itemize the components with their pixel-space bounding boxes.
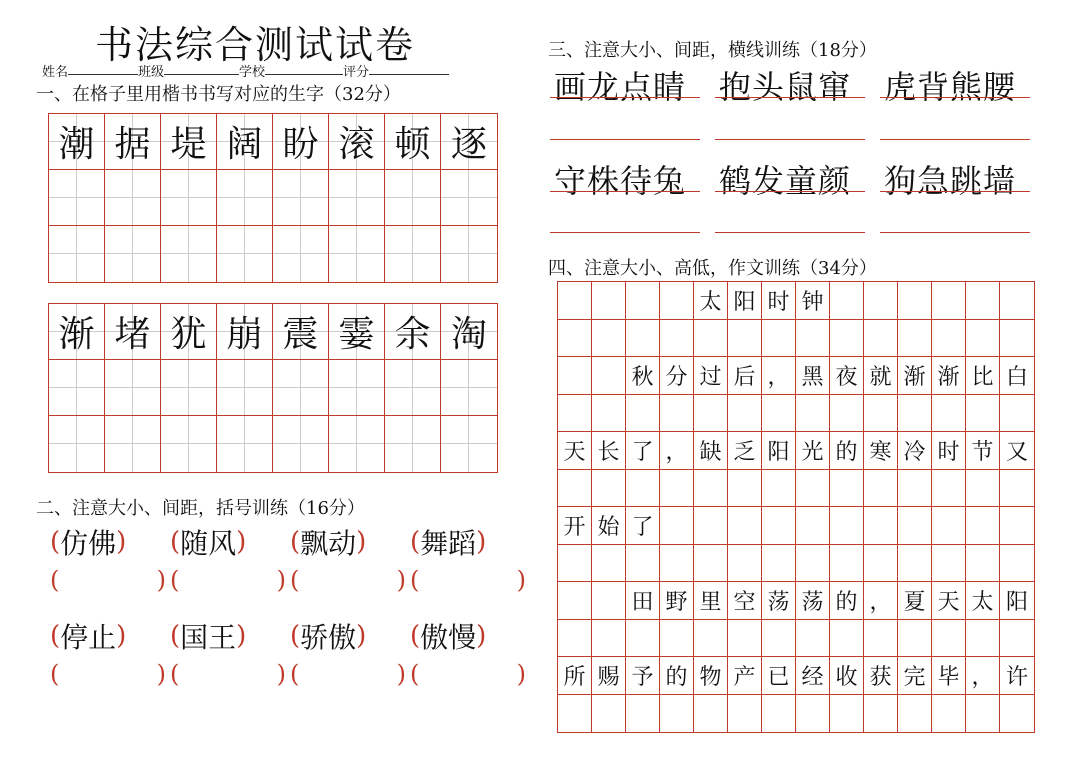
writing-cell[interactable] (49, 170, 105, 226)
essay-char: 乏 (728, 432, 762, 470)
page-title: 书法综合测试试卷 (95, 23, 416, 67)
essay-char: 秋 (626, 357, 660, 395)
essay-cell[interactable] (592, 320, 626, 358)
char-cell: 犹 (161, 304, 217, 360)
essay-cell[interactable] (830, 320, 864, 358)
essay-cell[interactable] (830, 545, 864, 583)
essay-char: 里 (694, 582, 728, 620)
bracket-blank-row (50, 660, 530, 688)
char-grid-1 (48, 113, 498, 283)
writing-line[interactable] (715, 139, 865, 140)
writing-cell[interactable] (385, 416, 441, 472)
essay-cell[interactable] (558, 620, 592, 658)
class-field[interactable] (164, 61, 239, 75)
essay-char: 阳 (728, 282, 762, 320)
essay-cell[interactable] (762, 395, 796, 433)
name-label: 姓名 (42, 65, 69, 80)
essay-cell[interactable] (796, 320, 830, 358)
essay-cell[interactable] (796, 695, 830, 733)
bracket-word-text: 随风 (180, 527, 237, 560)
class-label: 班级 (138, 65, 165, 80)
essay-char: 野 (660, 582, 694, 620)
essay-cell[interactable] (830, 282, 864, 320)
essay-cell[interactable] (626, 282, 660, 320)
score-label: 评分 (343, 65, 370, 80)
writing-cell[interactable] (161, 360, 217, 416)
writing-line[interactable] (550, 97, 700, 98)
idiom-text: 抱头鼠窜 (719, 68, 852, 106)
essay-cell[interactable] (1000, 282, 1034, 320)
char-cell: 霎 (329, 304, 385, 360)
essay-cell[interactable] (728, 507, 762, 545)
essay-char: 冷 (898, 432, 932, 470)
writing-line[interactable] (715, 191, 865, 192)
idiom-text: 虎背熊腰 (884, 68, 1017, 106)
close-paren: ) (116, 527, 127, 557)
essay-char: 时 (932, 432, 966, 470)
char-cell: 渐 (49, 304, 105, 360)
char-cell: 淘 (441, 304, 497, 360)
essay-char: 缺 (694, 432, 728, 470)
essay-cell[interactable] (796, 470, 830, 508)
essay-char: ， (660, 432, 694, 470)
bracket-word (290, 616, 410, 656)
essay-cell[interactable] (864, 620, 898, 658)
blank-bracket[interactable]: ( ) (290, 660, 406, 688)
essay-char: 太 (694, 282, 728, 320)
essay-char: ， (966, 657, 1000, 695)
essay-cell[interactable] (864, 320, 898, 358)
bracket-word (410, 522, 530, 562)
school-label: 学校 (239, 65, 266, 80)
essay-cell[interactable] (660, 282, 694, 320)
bracket-word-text: 傲慢 (420, 621, 477, 654)
essay-cell[interactable] (592, 357, 626, 395)
close-paren: ) (236, 527, 247, 557)
bracket-word-row (50, 522, 530, 562)
essay-cell[interactable] (864, 395, 898, 433)
writing-cell[interactable] (385, 360, 441, 416)
char-cell: 潮 (49, 114, 105, 170)
essay-cell[interactable] (558, 470, 592, 508)
essay-cell[interactable] (762, 545, 796, 583)
writing-cell[interactable] (161, 416, 217, 472)
writing-cell[interactable] (385, 170, 441, 226)
writing-line[interactable] (880, 97, 1030, 98)
essay-cell[interactable] (898, 507, 932, 545)
bracket-word-text: 骄傲 (300, 621, 357, 654)
essay-cell[interactable] (966, 507, 1000, 545)
essay-cell[interactable] (796, 395, 830, 433)
essay-char: 渐 (898, 357, 932, 395)
essay-cell[interactable] (728, 395, 762, 433)
essay-cell[interactable] (626, 620, 660, 658)
bracket-word (290, 522, 410, 562)
writing-cell[interactable] (441, 416, 497, 472)
open-paren: ( (410, 621, 421, 651)
essay-cell[interactable] (864, 545, 898, 583)
essay-char: 比 (966, 357, 1000, 395)
writing-cell[interactable] (385, 226, 441, 282)
essay-char: 就 (864, 357, 898, 395)
writing-cell[interactable] (105, 170, 161, 226)
essay-cell[interactable] (796, 545, 830, 583)
essay-char: 收 (830, 657, 864, 695)
essay-char: 荡 (796, 582, 830, 620)
char-cell: 崩 (217, 304, 273, 360)
essay-char: 钟 (796, 282, 830, 320)
essay-cell[interactable] (592, 395, 626, 433)
essay-char: 夏 (898, 582, 932, 620)
open-paren: ( (50, 527, 61, 557)
essay-cell[interactable] (932, 320, 966, 358)
open-paren: ( (410, 527, 421, 557)
blank-bracket[interactable]: ( ) (50, 660, 166, 688)
essay-char: 的 (830, 432, 864, 470)
essay-cell[interactable] (626, 395, 660, 433)
char-cell: 堵 (105, 304, 161, 360)
writing-line[interactable] (550, 139, 700, 140)
essay-char: 黑 (796, 357, 830, 395)
blank-bracket[interactable]: ( ) (410, 566, 526, 594)
bracket-word (50, 522, 170, 562)
essay-cell[interactable] (592, 620, 626, 658)
essay-char: 产 (728, 657, 762, 695)
essay-cell[interactable] (966, 695, 1000, 733)
essay-char: 又 (1000, 432, 1034, 470)
essay-char: 时 (762, 282, 796, 320)
blank-bracket[interactable]: ( ) (170, 660, 286, 688)
essay-char: 开 (558, 507, 592, 545)
essay-char: 长 (592, 432, 626, 470)
essay-cell[interactable] (966, 320, 1000, 358)
char-cell: 据 (105, 114, 161, 170)
essay-cell[interactable] (796, 620, 830, 658)
section4-heading: 四、注意大小、高低，作文训练（34分） (548, 258, 877, 279)
essay-cell[interactable] (694, 470, 728, 508)
writing-cell[interactable] (161, 170, 217, 226)
open-paren: ( (50, 621, 61, 651)
essay-cell[interactable] (932, 620, 966, 658)
section1-heading: 一、在格子里用楷书书写对应的生字（32分） (36, 84, 401, 105)
essay-char: 阳 (762, 432, 796, 470)
essay-char: 予 (626, 657, 660, 695)
essay-cell[interactable] (558, 320, 592, 358)
essay-char: 物 (694, 657, 728, 695)
essay-cell[interactable] (1000, 695, 1034, 733)
idiom-text: 守株待兔 (554, 162, 687, 200)
writing-cell[interactable] (441, 226, 497, 282)
writing-line[interactable] (715, 232, 865, 233)
essay-char: 天 (932, 582, 966, 620)
char-cell: 盼 (273, 114, 329, 170)
writing-line[interactable] (880, 232, 1030, 233)
essay-cell[interactable] (1000, 395, 1034, 433)
essay-char: 田 (626, 582, 660, 620)
essay-char: 毕 (932, 657, 966, 695)
char-cell: 震 (273, 304, 329, 360)
essay-cell[interactable] (932, 470, 966, 508)
essay-cell[interactable] (762, 320, 796, 358)
essay-cell[interactable] (660, 507, 694, 545)
essay-char: ， (864, 582, 898, 620)
score-field[interactable] (369, 61, 449, 75)
essay-char: 荡 (762, 582, 796, 620)
bracket-word-text: 舞蹈 (420, 527, 477, 560)
essay-char: 渐 (932, 357, 966, 395)
essay-char: 的 (830, 582, 864, 620)
essay-char: 空 (728, 582, 762, 620)
essay-cell[interactable] (864, 282, 898, 320)
char-cell: 余 (385, 304, 441, 360)
essay-cell[interactable] (694, 395, 728, 433)
essay-cell[interactable] (694, 507, 728, 545)
blank-bracket[interactable]: ( ) (410, 660, 526, 688)
section2-heading: 二、注意大小、间距，括号训练（16分） (36, 498, 365, 519)
writing-line[interactable] (550, 191, 700, 192)
open-paren: ( (170, 527, 181, 557)
essay-cell[interactable] (830, 695, 864, 733)
writing-cell[interactable] (329, 416, 385, 472)
essay-char: 获 (864, 657, 898, 695)
essay-cell[interactable] (660, 395, 694, 433)
char-cell: 滚 (329, 114, 385, 170)
essay-cell[interactable] (966, 470, 1000, 508)
essay-cell[interactable] (592, 282, 626, 320)
essay-cell[interactable] (592, 545, 626, 583)
essay-char: 许 (1000, 657, 1034, 695)
essay-cell[interactable] (796, 507, 830, 545)
bracket-word-text: 国王 (180, 621, 237, 654)
essay-cell[interactable] (932, 395, 966, 433)
essay-char: 所 (558, 657, 592, 695)
essay-cell[interactable] (558, 282, 592, 320)
close-paren: ) (236, 621, 247, 651)
char-cell: 堤 (161, 114, 217, 170)
writing-cell[interactable] (329, 360, 385, 416)
essay-cell[interactable] (1000, 507, 1034, 545)
essay-cell[interactable] (558, 695, 592, 733)
close-paren: ) (476, 621, 487, 651)
name-field[interactable] (68, 61, 138, 75)
essay-char: 白 (1000, 357, 1034, 395)
essay-cell[interactable] (762, 470, 796, 508)
essay-cell[interactable] (932, 695, 966, 733)
essay-char: 已 (762, 657, 796, 695)
writing-line[interactable] (880, 139, 1030, 140)
writing-cell[interactable] (273, 170, 329, 226)
char-cell: 逐 (441, 114, 497, 170)
blank-bracket[interactable]: ( ) (50, 566, 166, 594)
essay-cell[interactable] (864, 470, 898, 508)
essay-cell[interactable] (830, 395, 864, 433)
open-paren: ( (290, 527, 301, 557)
bracket-word-text: 飘动 (300, 527, 357, 560)
writing-cell[interactable] (217, 360, 273, 416)
essay-cell[interactable] (728, 695, 762, 733)
char-cell: 阔 (217, 114, 273, 170)
bracket-word (170, 616, 290, 656)
essay-cell[interactable] (728, 620, 762, 658)
writing-cell[interactable] (105, 416, 161, 472)
essay-cell[interactable] (1000, 470, 1034, 508)
essay-cell[interactable] (694, 620, 728, 658)
essay-cell[interactable] (762, 507, 796, 545)
blank-bracket[interactable]: ( ) (170, 566, 286, 594)
essay-cell[interactable] (660, 620, 694, 658)
essay-cell[interactable] (898, 470, 932, 508)
char-cell: 顿 (385, 114, 441, 170)
student-info (42, 61, 449, 80)
section3-heading: 三、注意大小、间距，横线训练（18分） (548, 40, 877, 61)
essay-cell[interactable] (966, 282, 1000, 320)
bracket-word-text: 仿佛 (60, 527, 117, 560)
writing-cell[interactable] (441, 360, 497, 416)
essay-cell[interactable] (694, 695, 728, 733)
essay-char: 始 (592, 507, 626, 545)
essay-cell[interactable] (626, 320, 660, 358)
essay-cell[interactable] (864, 507, 898, 545)
essay-grid (557, 281, 1035, 733)
close-paren: ) (356, 527, 367, 557)
writing-cell[interactable] (273, 416, 329, 472)
writing-cell[interactable] (105, 360, 161, 416)
essay-char: 了 (626, 507, 660, 545)
open-paren: ( (170, 621, 181, 651)
close-paren: ) (116, 621, 127, 651)
essay-cell[interactable] (660, 470, 694, 508)
writing-cell[interactable] (329, 226, 385, 282)
essay-cell[interactable] (728, 545, 762, 583)
essay-cell[interactable] (898, 620, 932, 658)
essay-cell[interactable] (1000, 545, 1034, 583)
essay-char: 天 (558, 432, 592, 470)
essay-cell[interactable] (830, 620, 864, 658)
writing-line[interactable] (880, 191, 1030, 192)
essay-cell[interactable] (932, 507, 966, 545)
writing-cell[interactable] (105, 226, 161, 282)
writing-cell[interactable] (273, 360, 329, 416)
essay-cell[interactable] (694, 320, 728, 358)
bracket-word-text: 停止 (60, 621, 117, 654)
essay-cell[interactable] (728, 470, 762, 508)
writing-cell[interactable] (329, 170, 385, 226)
essay-char: 寒 (864, 432, 898, 470)
essay-char: 完 (898, 657, 932, 695)
bracket-word (50, 616, 170, 656)
essay-cell[interactable] (558, 582, 592, 620)
essay-cell[interactable] (966, 620, 1000, 658)
essay-cell[interactable] (830, 470, 864, 508)
writing-cell[interactable] (49, 226, 105, 282)
essay-char: 节 (966, 432, 1000, 470)
essay-cell[interactable] (1000, 620, 1034, 658)
writing-cell[interactable] (217, 416, 273, 472)
writing-cell[interactable] (217, 226, 273, 282)
essay-cell[interactable] (898, 320, 932, 358)
essay-char: 后 (728, 357, 762, 395)
essay-char: 的 (660, 657, 694, 695)
essay-char: 分 (660, 357, 694, 395)
essay-cell[interactable] (660, 545, 694, 583)
essay-cell[interactable] (898, 545, 932, 583)
essay-char: 夜 (830, 357, 864, 395)
essay-cell[interactable] (830, 507, 864, 545)
essay-cell[interactable] (558, 395, 592, 433)
writing-cell[interactable] (49, 416, 105, 472)
open-paren: ( (290, 621, 301, 651)
essay-char: 光 (796, 432, 830, 470)
blank-bracket[interactable]: ( ) (290, 566, 406, 594)
idiom-text: 画龙点睛 (554, 68, 687, 106)
essay-char: 经 (796, 657, 830, 695)
essay-cell[interactable] (728, 320, 762, 358)
writing-cell[interactable] (273, 226, 329, 282)
essay-cell[interactable] (898, 695, 932, 733)
essay-cell[interactable] (558, 357, 592, 395)
essay-cell[interactable] (898, 282, 932, 320)
essay-cell[interactable] (660, 320, 694, 358)
char-grid-2 (48, 303, 498, 473)
essay-cell[interactable] (592, 470, 626, 508)
essay-cell[interactable] (1000, 320, 1034, 358)
essay-cell[interactable] (864, 695, 898, 733)
writing-line[interactable] (550, 232, 700, 233)
essay-cell[interactable] (762, 695, 796, 733)
essay-char: 过 (694, 357, 728, 395)
essay-cell[interactable] (966, 395, 1000, 433)
writing-cell[interactable] (161, 226, 217, 282)
essay-cell[interactable] (898, 395, 932, 433)
essay-char: 了 (626, 432, 660, 470)
close-paren: ) (476, 527, 487, 557)
essay-cell[interactable] (694, 545, 728, 583)
essay-cell[interactable] (932, 545, 966, 583)
close-paren: ) (356, 621, 367, 651)
essay-cell[interactable] (626, 470, 660, 508)
writing-line[interactable] (715, 97, 865, 98)
idiom-text: 鹤发童颜 (719, 162, 852, 200)
bracket-word (410, 616, 530, 656)
idiom-text: 狗急跳墙 (884, 162, 1017, 200)
essay-char: 太 (966, 582, 1000, 620)
writing-cell[interactable] (217, 170, 273, 226)
essay-char: 阳 (1000, 582, 1034, 620)
essay-cell[interactable] (592, 582, 626, 620)
writing-cell[interactable] (441, 170, 497, 226)
bracket-word-row (50, 616, 530, 656)
essay-cell[interactable] (932, 282, 966, 320)
essay-char: 赐 (592, 657, 626, 695)
essay-cell[interactable] (592, 695, 626, 733)
essay-cell[interactable] (762, 620, 796, 658)
school-field[interactable] (265, 61, 343, 75)
essay-cell[interactable] (558, 545, 592, 583)
writing-cell[interactable] (49, 360, 105, 416)
essay-cell[interactable] (660, 695, 694, 733)
bracket-word (170, 522, 290, 562)
bracket-blank-row (50, 566, 530, 594)
essay-char: ， (762, 357, 796, 395)
essay-cell[interactable] (626, 545, 660, 583)
essay-cell[interactable] (966, 545, 1000, 583)
essay-cell[interactable] (626, 695, 660, 733)
